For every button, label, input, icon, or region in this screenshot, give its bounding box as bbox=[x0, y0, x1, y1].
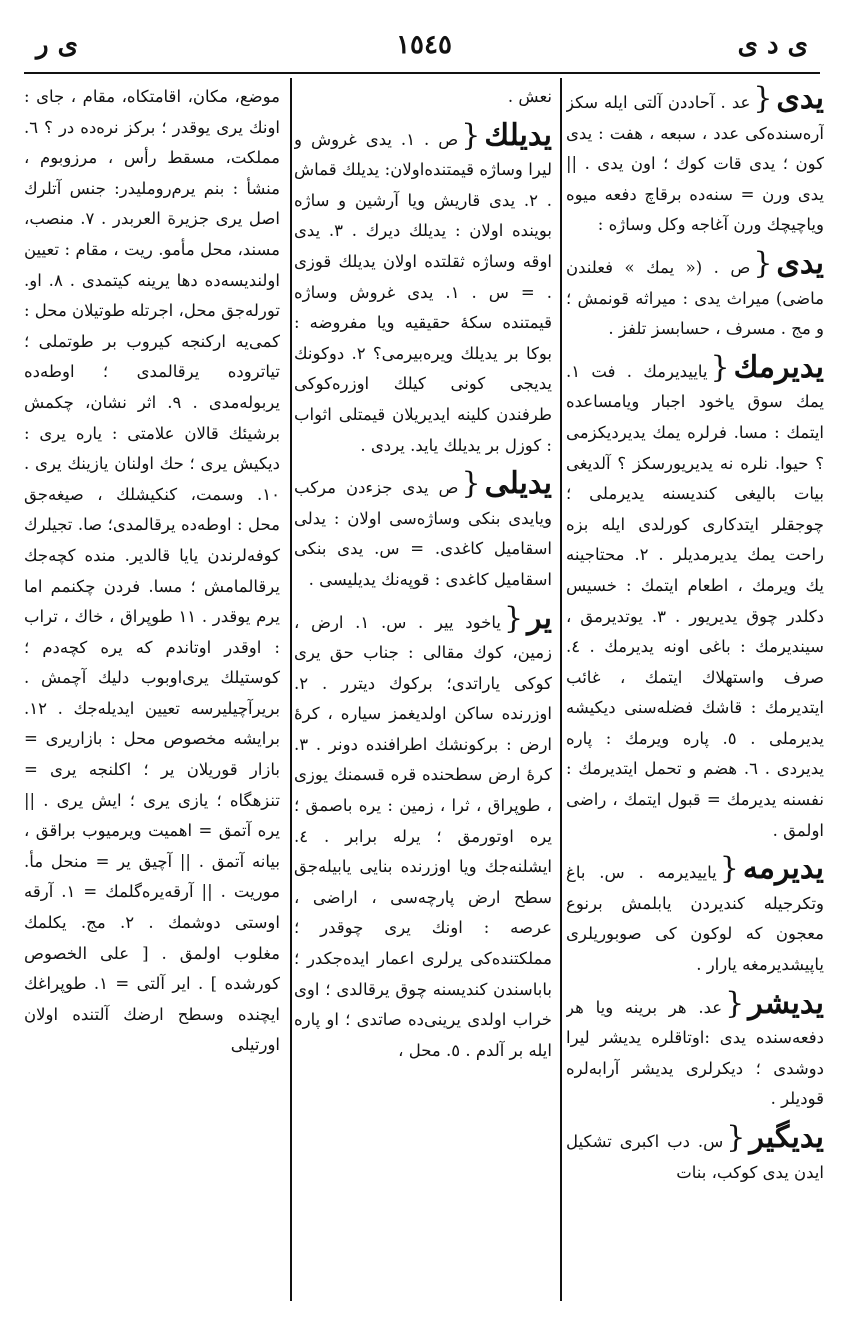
column-divider-left bbox=[290, 78, 292, 1301]
dictionary-entry bbox=[566, 351, 824, 847]
column-right bbox=[566, 82, 824, 1293]
definition-text: ص يدى جزءدن مركب ويايدى بنكى وساژه‌سى اولان : يدلى اسقاميل كاغدى. = س. يدى بنكى اسقاميل كاغدى : قوپه‌نك يديليسى . bbox=[294, 478, 552, 589]
column-middle bbox=[294, 82, 552, 1293]
headword: ير bbox=[527, 600, 552, 636]
headword: يدى bbox=[776, 82, 824, 116]
column-left bbox=[24, 82, 280, 1293]
brace-icon: { bbox=[753, 82, 773, 116]
header-rule bbox=[24, 72, 820, 74]
brace-icon: { bbox=[753, 245, 773, 281]
dictionary-entry bbox=[24, 82, 280, 1061]
dictionary-entry bbox=[566, 987, 824, 1115]
header-left-letters: ی ر bbox=[36, 30, 78, 60]
brace-icon: { bbox=[461, 466, 481, 502]
brace-icon: { bbox=[710, 349, 730, 385]
dictionary-entry bbox=[294, 82, 552, 113]
definition-text: ياخود يير . س. ١. ارض ، زمين، كوك مقالى : جناب حق يرى كوكى ياراتدى؛ بركوك ديترر . ٢. اوزرنده ساكن اولديغمز سياره ، كرهٔ ارض : بركونشك اطرافنده دونر . ٣. كرهٔ ارض سطحنده قره قسمنك يوزى ، طوپراق ، ثرا ، زمين : يره باصمق ؛ يره اوتورمق ؛ يرله برابر . ٤. ايشلنه‌جك ويا اوزرنده بنايى يابيله‌جق سطح ارض پارچه‌سى ، اراضى ، عرصه : اونك يرى چوقدر ؛ مملكتنده‌كى يرلرى اعمار ايده‌جكدر ؛ باباسندن كنديسنه چوق يرقالدى ؛ اوى خراب اولدى يرينى‌ده صاتدى ؛ او پاره ايله بر آلدم . ٥. محل ، bbox=[294, 612, 552, 1060]
definition-text: ياييديرمك . فت ١. يمك سوق ياخود اجبار ويامساعده ايتمك : مسا. فرلره يمك يديرديكزمى ؟ حيوا. نلره نه يديريورسكز ؟ آلديغى بيات باليغى كنديسنه يديرملى ؛ چوجقلر ايتدكارى كورلدى ايله بزه راحت يمك يديرمديلر . ٢. محتاجينه يك ويرمك ، اطعام ايتمك : خسيس دكلدر چوق يديريور . ٣. يوتديرمق ، سينديرمك : باغى اونه يديرمك . ٤. صرف واستهلاك ايتمك ، غائب ايتديرمك : قاشك فضله‌سنى ديكيشه يديرملى . ٥. پاره ويرمك : پاره يديردى . ٦. هضم و تحمل ايتديرمك : نفسنه يديرمك = قبول ايتمك ، راضى اولمق . bbox=[566, 361, 824, 840]
brace-icon: { bbox=[719, 851, 739, 887]
brace-icon: { bbox=[504, 600, 524, 636]
brace-icon: { bbox=[461, 117, 481, 153]
dictionary-entry bbox=[566, 247, 824, 345]
page-header bbox=[24, 30, 820, 70]
definition-text: عد. هر برينه ويا هر دفعه‌سنده يدى :اوتاقلره يديشر ليرا دوشدى ؛ ديكرلرى يديشر آرابه‌لره قوديلر . bbox=[566, 997, 824, 1109]
header-right-letters: ی د ی bbox=[737, 30, 808, 60]
dictionary-entry bbox=[294, 467, 552, 595]
dictionary-entry bbox=[566, 82, 824, 241]
headword: يديلى bbox=[484, 466, 552, 502]
dictionary-entry bbox=[294, 119, 552, 462]
definition-text: ياييديرمه . س. باغ وتكرجيله كنديردن يابلمش برنوع معجون كه لوكون كى صوبوريلرى ياپيشديرمغه يارار . bbox=[566, 863, 824, 975]
headword: يدى bbox=[776, 245, 824, 281]
definition-text: ص . ١. يدى غروش و ليرا وساژه قيمتنده‌اولان: يديلك قماش . ٢. يدى قاريش ويا آرشين و ساژه بوينده اولان : يديلك ديرك . ٣. يدى اوقه وساژه ثقلتده اولان يديلك قوزى . = س . ١. يدى غروش وساژه قيمتنده سكهٔ حقيقيه ويا مفروضه : بوكا بر يديلك ويرەبيرمى؟ ٢. دوكونك يديجى كونى كيلك اوزره‌كوكى طرفندن كلينه ايديريلان قيمتلى اثواب : كوزل بر يديلك يايد. يردى . bbox=[294, 129, 552, 455]
definition-text: عد . آحاددن آلتى ايله سكز آره‌سنده‌كى عدد ، سبعه ، هفت : يدى كون ؛ يدى قات كوك ؛ اون يدى . || يدى ورن = سنه‌ده برقاچ دفعه ميوه وياچيچك ورن آغاجه وكل وساژه : bbox=[566, 93, 824, 235]
headword: يديگير bbox=[749, 1120, 824, 1155]
column-divider-right bbox=[560, 78, 562, 1301]
headword: يديرمك bbox=[733, 349, 824, 385]
definition-text: نعش . bbox=[507, 87, 552, 106]
dictionary-entry bbox=[566, 852, 824, 980]
dictionary-entry bbox=[566, 1121, 824, 1188]
headword: يديرمه bbox=[742, 851, 824, 887]
definition-text: ص . (« يمك » فعلندن ماضى) ميراث يدى : ميراثه قونمش ؛ و مج . مسرف ، حسابسز تلفز . bbox=[566, 257, 824, 339]
headword: يديلك bbox=[484, 117, 552, 153]
brace-icon: { bbox=[726, 1120, 746, 1155]
definition-text: س. دب اكبرى تشكيل ايدن يدى كوكب، بنات bbox=[566, 1132, 824, 1182]
page-number: ١٥٤٥ bbox=[396, 30, 452, 60]
brace-icon: { bbox=[725, 985, 745, 1021]
dictionary-entry bbox=[294, 602, 552, 1067]
definition-text: موضع، مكان، اقامتكاه، مقام ، جاى : اونك يرى يوقدر ؛ بركز نره‌ده در ؟ ٦. مملكت، مسقط رأس ، مرزوبوم ، منشأ : بنم يرم‌رومليدر: جنس آتلرك اصل يرى جزيرة العربدر . ٧. منصب، مسند، محل مأمو. ريت ، مقام : تعيين اولنديسه‌ده دها يرينه كيتمدى . ٨. او. تورله‌جق محل، اجرتله طوتيلان محل : كمى‌يه اركنجه كيروب بر طوتملى ؛ تياتروده يرقالمدى ؛ اوطه‌ده يربوله‌مدى . ٩. اثر نشان، چكمش برشيئك قالان علامتى : ياره يرى : ديكيش يرى ؛ حك اولنان يازينك يرى . ١٠. وسمت، كنكيشلك ، صيغه‌جق محل : اوطه‌ده يرقالمدى؛ صا. تجيلرك كوفه‌لرندن يايا قالدير. منده كچه‌جك يرقالمامش ؛ مسا. فردن چكنمم اما يرم يوقدر . ١١ طوپراق ، خاك ، تراب : اوقدر اوتاندم كه يره كچه‌دم ؛ كوستيلك يرى‌اوبوب دليك آچمش . بريرآچيليرسه تعيين ايديله‌جك . ١٢. برايشه مخصوص محل : بازاريرى = بازار قوريلان ير ؛ اكلنجه يرى = تنزهگاه ؛ يازى يرى ؛ ايش يرى . || يره آتمق = اهميت ويرميوب براقق ، بيانه آتمق . || آچيق ير = منحل مأ. موريت . || آرقه‌يره‌گلمك = ١. آرقه اوستى دوشمك . ٢. مج. يكلمك مغلوب اولمق . [ على الخصوص كورشده ] . اير آلتى = ١. طوپراغك ايچنده وسطح ارضك آلتنده اولان اورتيلى bbox=[24, 87, 280, 1055]
headword: يديشر bbox=[748, 985, 824, 1021]
